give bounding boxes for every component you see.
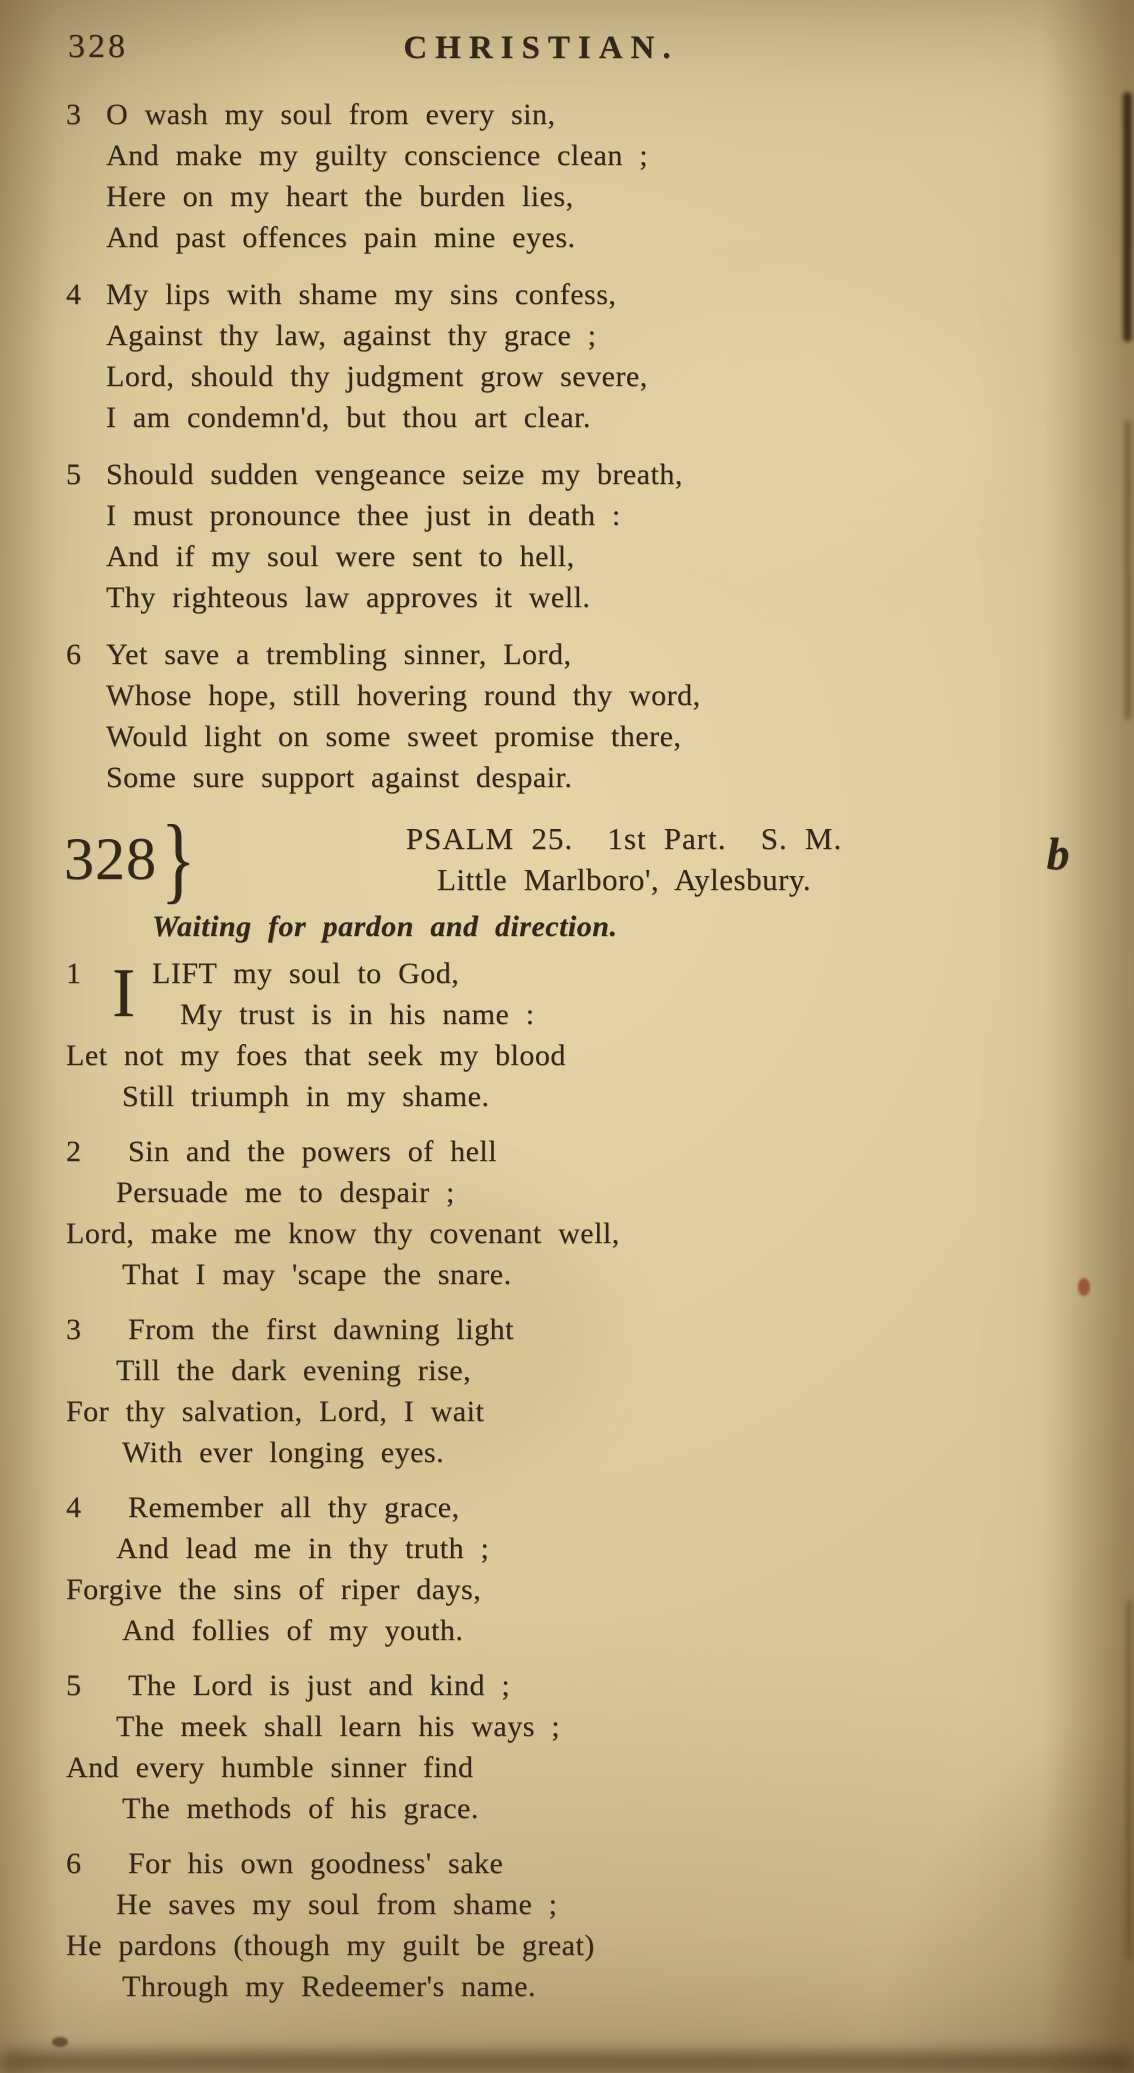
page-number: 328 (68, 28, 128, 65)
verse-line: The meek shall learn his ways ; (116, 1710, 561, 1743)
verse-line: And if my soul were sent to hell, (106, 540, 575, 573)
psalm-verse (64, 953, 1078, 1117)
verse-line: I must pronounce thee just in death : (106, 499, 621, 532)
verse-line: Yet save a trembling sinner, Lord, (106, 638, 572, 671)
flat-key-signature: b (1046, 827, 1070, 879)
verse-line: Thy righteous law approves it well. (106, 581, 591, 614)
verse-number: 4 (66, 278, 82, 311)
verse-line: That I may 'scape the snare. (122, 1258, 512, 1291)
verse-number: 6 (66, 638, 82, 671)
verse-line: For thy salvation, Lord, I wait (66, 1395, 485, 1428)
verse-number: 3 (66, 98, 82, 131)
verse-line: From the first dawning light (128, 1313, 514, 1346)
hymn-verse (64, 454, 1078, 618)
verse-number: 5 (66, 1669, 82, 1702)
verse-line: The Lord is just and kind ; (128, 1669, 511, 1702)
verse-line: Would light on some sweet promise there, (106, 720, 682, 753)
brace-glyph: } (160, 805, 196, 912)
verse-line: And lead me in thy truth ; (116, 1532, 490, 1565)
psalm-verse (64, 1487, 1078, 1651)
verse-number: 6 (66, 1847, 82, 1880)
verse-line: Forgive the sins of riper days, (66, 1573, 482, 1606)
verse-line: Sin and the powers of hell (128, 1135, 498, 1168)
verse-line: My lips with shame my sins confess, (106, 278, 617, 311)
verse-line: Till the dark evening rise, (116, 1354, 472, 1387)
verse-line: Persuade me to despair ; (116, 1176, 455, 1209)
psalm-titles (202, 818, 1047, 900)
verse-line: Lord, make me know thy covenant well, (66, 1217, 620, 1250)
ink-speck (52, 2037, 68, 2047)
psalm-number: 328 (64, 825, 157, 892)
verse-line: Whose hope, still hovering round thy word, (106, 679, 701, 712)
drop-cap: I (112, 955, 136, 1032)
verse-line: LIFT my soul to God, (152, 957, 460, 990)
verse-line: For his own goodness' sake (128, 1847, 504, 1880)
verse-line: Let not my foes that seek my blood (66, 1039, 566, 1072)
verse-line: Here on my heart the burden lies, (106, 180, 574, 213)
running-head (64, 26, 1078, 72)
verse-line: Through my Redeemer's name. (122, 1970, 536, 2003)
verse-line: Against thy law, against thy grace ; (106, 319, 597, 352)
verse-line: And past offences pain mine eyes. (106, 221, 576, 254)
verse-number: 1 (66, 957, 82, 990)
verse-line: And make my guilty conscience clean ; (106, 139, 649, 172)
verse-line: Should sudden vengeance seize my breath, (106, 458, 683, 491)
verse-line: He saves my soul from shame ; (116, 1888, 558, 1921)
psalm-tunes: Little Marlboro', Aylesbury. (436, 862, 812, 897)
psalm-verse (64, 1843, 1078, 2007)
verse-line: And follies of my youth. (122, 1614, 464, 1647)
hymn-verse (64, 634, 1078, 798)
verse-line: Remember all thy grace, (128, 1491, 460, 1524)
verse-line: Still triumph in my shame. (122, 1080, 490, 1113)
page-edge-shadow (0, 2051, 1134, 2073)
verse-line: Some sure support against despair. (106, 761, 573, 794)
verse-line: He pardons (though my guilt be great) (66, 1929, 595, 1962)
verse-line: With ever longing eyes. (122, 1436, 445, 1469)
verse-line: My trust is in his name : (180, 998, 535, 1031)
psalm-verse (64, 1131, 1078, 1295)
psalm-verse (64, 1665, 1078, 1829)
verse-number: 5 (66, 458, 82, 491)
verse-line: The methods of his grace. (122, 1792, 479, 1825)
running-head-title: CHRISTIAN. (403, 30, 679, 66)
verse-line: And every humble sinner find (66, 1751, 474, 1784)
psalm-subtitle: Waiting for pardon and direction. (152, 910, 618, 943)
psalm-title: PSALM 25. 1st Part. S. M. (405, 821, 843, 856)
verse-line: O wash my soul from every sin, (106, 98, 556, 131)
hymn-verse (64, 274, 1078, 438)
verse-line: Lord, should thy judgment grow severe, (106, 360, 648, 393)
verse-number: 2 (66, 1135, 82, 1168)
verse-number: 3 (66, 1313, 82, 1346)
hymn-verse (64, 94, 1078, 258)
psalm-heading (64, 805, 1078, 912)
verse-number: 4 (66, 1491, 82, 1524)
psalm-verse (64, 1309, 1078, 1473)
verse-line: I am condemn'd, but thou art clear. (106, 401, 591, 434)
